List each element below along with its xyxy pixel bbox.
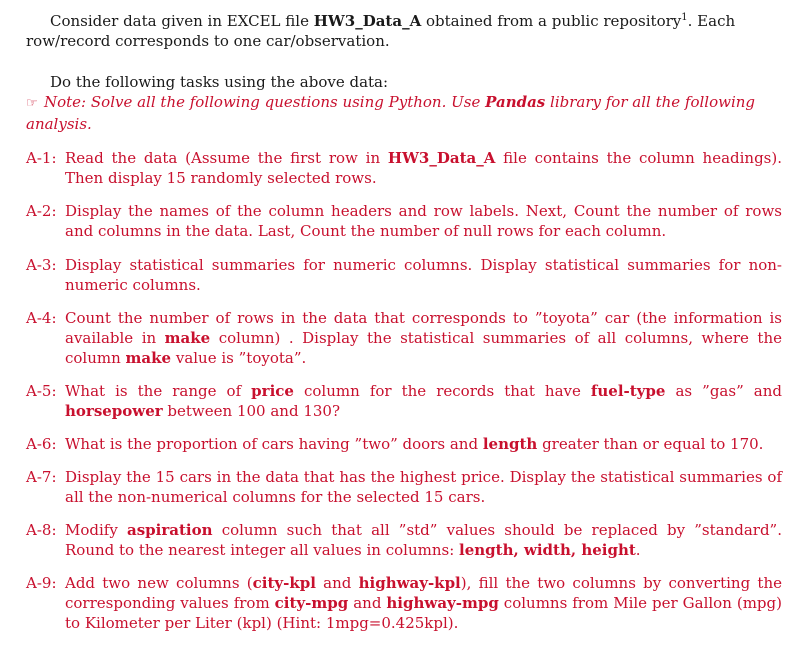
task-text <box>65 201 782 241</box>
task-text <box>65 467 782 507</box>
file-name: HW3_Data_A <box>313 12 422 30</box>
task-a6 <box>26 434 782 454</box>
task-bold-term: make <box>164 329 211 347</box>
intro-text-1: Consider data given in EXCEL file <box>50 12 314 30</box>
task-a9 <box>26 573 782 633</box>
task-bold-term: highway-mpg <box>386 594 499 612</box>
task-text-part: What is the proportion of cars having ”two” doors and <box>65 435 483 453</box>
intro-text-3: . Each row/record corresponds to one car/observation. <box>26 12 736 50</box>
task-label: A-2: <box>26 202 57 220</box>
task-text <box>65 573 782 633</box>
task-text-part: column such that all ”std” values should be replaced by ”standard”. Round to the nearest integer all values in columns: <box>65 521 782 559</box>
task-text-part: Count the number of rows in the data that corresponds to ”toyota” car (the information is available in <box>65 309 782 347</box>
task-label: A-1: <box>26 149 57 167</box>
task-text-part: columns from Mile per Gallon (mpg) to Kilometer per Liter (kpl) (Hint: 1mpg=0.425kpl). <box>65 594 782 632</box>
task-text-part: as ”gas” and <box>665 382 782 400</box>
pointing-hand-icon: ☞ <box>26 96 38 111</box>
task-bold-term: city-mpg <box>274 594 349 612</box>
task-bold-term: fuel-type <box>590 382 666 400</box>
intro-text-2: obtained from a public repository <box>421 12 682 30</box>
task-bold-term: horsepower <box>65 402 163 420</box>
tasks-intro <box>26 72 780 92</box>
task-text-part: Display the names of the column headers and row labels. Next, Count the number of rows and columns in the data. Last, Count the number of null rows for each column. <box>65 202 782 240</box>
task-a7 <box>26 467 782 507</box>
task-text-part: Display statistical summaries for numeric columns. Display statistical summaries for non-numeric columns. <box>65 256 782 294</box>
task-label: A-4: <box>26 309 57 327</box>
task-text <box>65 520 782 560</box>
task-text-part: column) . Display the statistical summaries of all columns, where the column <box>65 329 782 367</box>
note-text-1: Note: Solve all the following questions using Python. Use <box>44 93 486 111</box>
note-library: Pandas <box>485 93 546 111</box>
task-a5 <box>26 381 782 421</box>
tasks-intro-text: Do the following tasks using the above data: <box>50 73 389 91</box>
task-a8 <box>26 520 782 560</box>
task-a3 <box>26 255 782 295</box>
task-text <box>65 308 782 368</box>
task-text-part: ), fill the two columns by converting the corresponding values from <box>65 574 782 612</box>
task-a1 <box>26 148 782 188</box>
task-text-part: Modify <box>65 521 127 539</box>
task-a2 <box>26 201 782 241</box>
task-text-part: Display the 15 cars in the data that has the highest price. Display the statistical summaries of all the non-numerical columns for the selected 15 cars. <box>65 468 782 506</box>
task-text-part: column for the records that have <box>293 382 591 400</box>
task-text-part: and <box>315 574 359 592</box>
task-label: A-7: <box>26 468 57 486</box>
task-text-part: and <box>348 594 387 612</box>
note-paragraph <box>26 92 780 134</box>
task-text-part: between 100 and 130? <box>162 402 340 420</box>
task-label: A-3: <box>26 256 57 274</box>
task-bold-term: make <box>125 349 172 367</box>
task-a4 <box>26 308 782 368</box>
task-text-part: greater than or equal to 170. <box>537 435 764 453</box>
task-bold-term: aspiration <box>127 521 213 539</box>
task-text <box>65 381 782 421</box>
task-label: A-5: <box>26 382 57 400</box>
task-text-part: . <box>635 541 641 559</box>
task-bold-term: HW3_Data_A <box>387 149 496 167</box>
task-bold-term: highway-kpl <box>358 574 461 592</box>
intro-paragraph <box>26 11 780 51</box>
task-text <box>65 255 782 295</box>
note-text-2: library for all the following analysis. <box>26 93 756 133</box>
task-text-part: value is ”toyota”. <box>171 349 307 367</box>
footnote-mark: 1 <box>681 12 688 23</box>
task-label: A-9: <box>26 574 57 592</box>
task-label: A-8: <box>26 521 57 539</box>
task-label: A-6: <box>26 435 57 453</box>
task-text-part: Read the data (Assume the first row in <box>65 149 388 167</box>
task-bold-term: price <box>251 382 294 400</box>
task-text-part: What is the range of <box>65 382 252 400</box>
task-bold-term: city-kpl <box>252 574 316 592</box>
task-text-part: Add two new columns ( <box>65 574 253 592</box>
task-bold-term: length, width, height <box>459 541 636 559</box>
task-text <box>65 434 782 454</box>
task-text-part: file contains the column headings). Then display 15 randomly selected rows. <box>65 149 783 187</box>
task-bold-term: length <box>482 435 538 453</box>
task-text <box>65 148 782 188</box>
